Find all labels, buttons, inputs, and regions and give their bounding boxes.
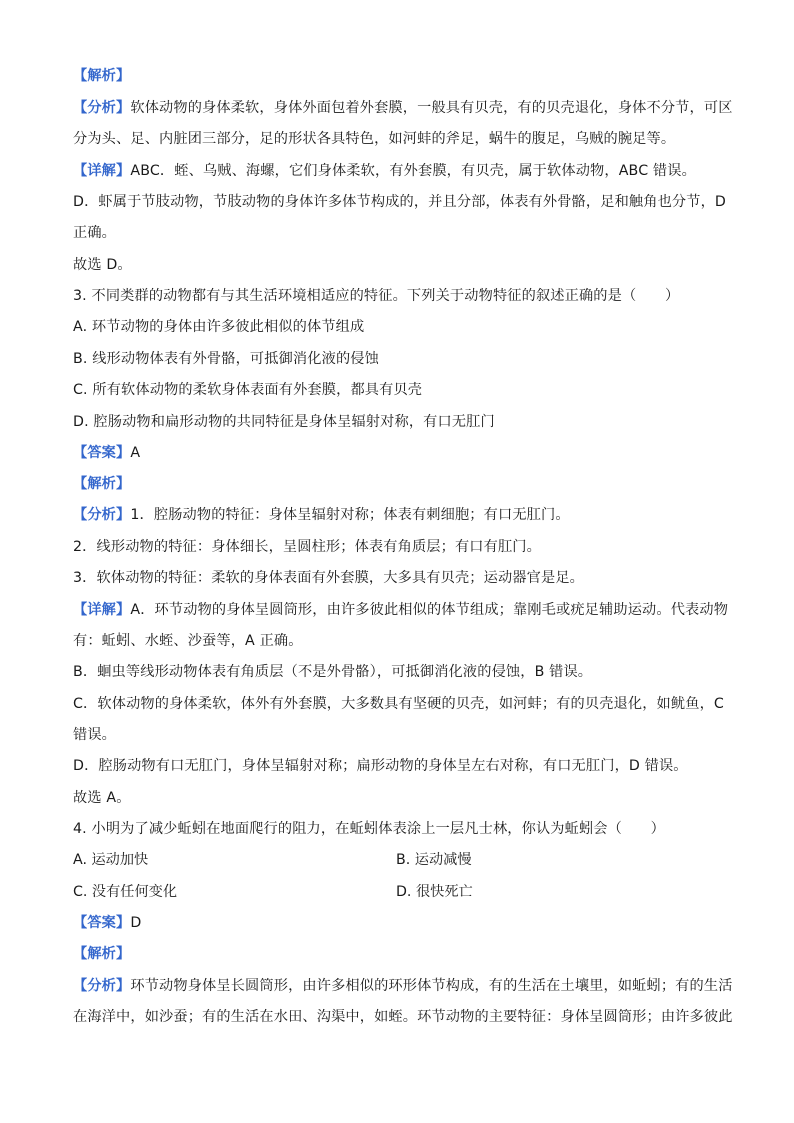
q4-answer <box>73 913 141 933</box>
q2-xiangjie-text-1: ABC．蛭、乌贼、海螺，它们身体柔软，有外套膜，有贝壳，属于软体动物，ABC 错误。 <box>130 163 696 179</box>
q3-fenxi-line-1 <box>73 505 570 525</box>
q4-fenxi-line-2: 在海洋中，如沙蚕；有的生活在水田、沟渠中，如蛭。环节动物的主要特征：身体呈圆筒形；由许多彼此 <box>73 1009 733 1025</box>
q3-line-c-2: 错误。 <box>73 727 117 743</box>
q4-fenxi-line-1 <box>73 976 733 996</box>
analysis-label: 【解析】 <box>73 68 131 84</box>
answer-label: 【答案】 <box>73 445 131 461</box>
fenxi-label: 【分析】 <box>73 100 131 116</box>
q3-option-c: C. 所有软体动物的柔软身体表面有外套膜，都具有贝壳 <box>73 382 423 398</box>
q2-conclusion: 故选 D。 <box>73 257 132 273</box>
q3-line-c-1: C．软体动物的身体柔软，体外有外套膜，大多数具有坚硬的贝壳，如河蚌；有的贝壳退化，如鱿鱼，C <box>73 696 724 712</box>
analysis-label: 【解析】 <box>73 476 131 492</box>
q2-analysis-heading <box>73 66 130 86</box>
q2-line-d-1: D．虾属于节肢动物，节肢动物的身体许多体节构成的，并且分部，体表有外骨骼，足和触角也分节，D <box>73 194 727 210</box>
q4-option-d: D. 很快死亡 <box>396 884 473 900</box>
q3-xiangjie-text-1: A．环节动物的身体呈圆筒形，由许多彼此相似的体节组成；靠刚毛或疣足辅助运动。代表动物 <box>130 602 729 618</box>
q4-fenxi-text-1: 环节动物身体呈长圆筒形，由许多相似的环形体节构成，有的生活在土壤里，如蚯蚓；有的生活 <box>130 978 733 994</box>
q3-option-a: A. 环节动物的身体由许多彼此相似的体节组成 <box>73 319 365 335</box>
analysis-label: 【解析】 <box>73 946 131 962</box>
q3-xiangjie-line-1 <box>73 600 728 620</box>
q2-fenxi-line-2: 分为头、足、内脏团三部分，足的形状各具特色，如河蚌的斧足，蜗牛的腹足，乌贼的腕足等。 <box>73 131 676 147</box>
q3-fenxi-line-3: 3．软体动物的特征：柔软的身体表面有外套膜，大多具有贝壳；运动器官是足。 <box>73 570 584 586</box>
q4-answer-value: D <box>130 915 142 931</box>
q2-fenxi-line-1 <box>73 98 733 118</box>
q3-line-d: D．腔肠动物有口无肛门，身体呈辐射对称；扁形动物的身体呈左右对称，有口无肛门，D 错误。 <box>73 758 688 774</box>
q3-fenxi-line-2: 2．线形动物的特征：身体细长，呈圆柱形；体表有角质层；有口有肛门。 <box>73 539 541 555</box>
q4-analysis-heading <box>73 944 130 964</box>
q3-option-b: B. 线形动物体表有外骨骼，可抵御消化液的侵蚀 <box>73 351 379 367</box>
answer-label: 【答案】 <box>73 915 131 931</box>
q3-analysis-heading <box>73 474 130 494</box>
q2-xiangjie-line-1 <box>73 161 696 181</box>
q3-stem: 3. 不同类群的动物都有与其生活环境相适应的特征。下列关于动物特征的叙述正确的是（ ） <box>73 288 680 304</box>
q3-xiangjie-line-2: 有：蚯蚓、水蛭、沙蚕等，A 正确。 <box>73 633 303 649</box>
q4-option-c: C. 没有任何变化 <box>73 884 178 900</box>
xiangjie-label: 【详解】 <box>73 163 131 179</box>
xiangjie-label: 【详解】 <box>73 602 131 618</box>
q4-stem: 4. 小明为了减少蚯蚓在地面爬行的阻力，在蚯蚓体表涂上一层凡士林，你认为蚯蚓会（ ） <box>73 821 665 837</box>
q3-option-d: D. 腔肠动物和扁形动物的共同特征是身体呈辐射对称，有口无肛门 <box>73 414 495 430</box>
q2-fenxi-text-1: 软体动物的身体柔软，身体外面包着外套膜，一般具有贝壳，有的贝壳退化，身体不分节，可区 <box>130 100 733 116</box>
q4-option-b: B. 运动减慢 <box>396 852 472 868</box>
q3-answer-value: A <box>130 445 141 461</box>
q4-option-a: A. 运动加快 <box>73 852 149 868</box>
fenxi-label: 【分析】 <box>73 978 131 994</box>
q3-line-b: B．蛔虫等线形动物体表有角质层（不是外骨骼），可抵御消化液的侵蚀，B 错误。 <box>73 664 593 680</box>
fenxi-label: 【分析】 <box>73 507 131 523</box>
q2-line-d-2: 正确。 <box>73 225 117 241</box>
q3-fenxi-text-1: 1．腔肠动物的特征：身体呈辐射对称；体表有刺细胞；有口无肛门。 <box>130 507 570 523</box>
q3-conclusion: 故选 A。 <box>73 790 131 806</box>
q3-answer <box>73 443 140 463</box>
